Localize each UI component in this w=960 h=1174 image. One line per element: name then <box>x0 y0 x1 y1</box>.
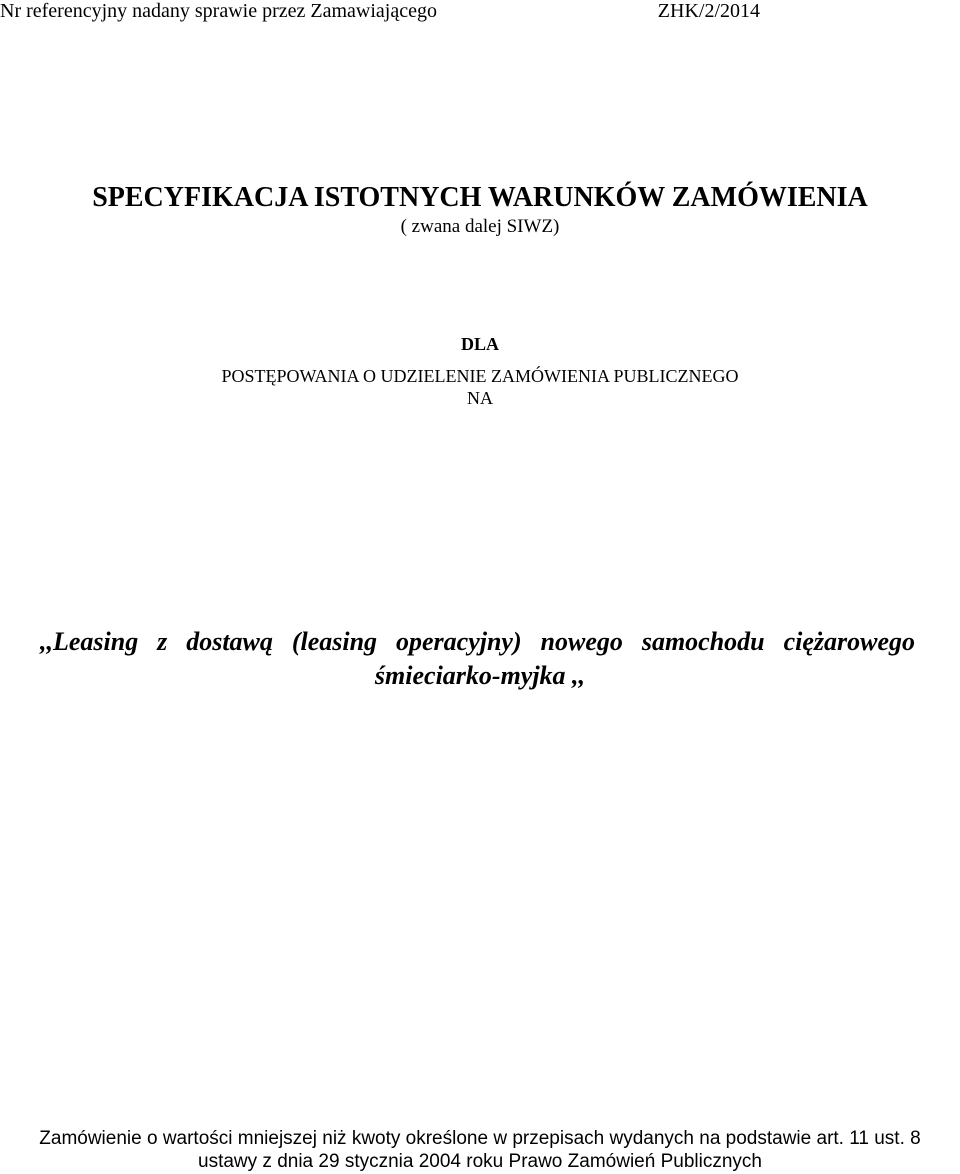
procedure-title-line2: NA <box>467 388 493 408</box>
footer-note-line2: ustawy z dnia 29 stycznia 2004 roku Prawo Zamówień Publicznych <box>198 1151 762 1172</box>
document-subtitle: ( zwana dalej SIWZ) <box>400 216 560 237</box>
procedure-for-label: DLA <box>460 334 499 354</box>
footer-note-line1: Zamówienie o wartości mniejszej niż kwoty określone w przepisach wydanych na podstawie art. 11 ust. 8 <box>39 1128 921 1149</box>
procedure-title-line1: POSTĘPOWANIA O UDZIELENIE ZAMÓWIENIA PUBLICZNEGO <box>221 366 739 386</box>
subject-line2: śmieciarko-myjka ,, <box>374 661 586 690</box>
subject-line1: ,,Leasing z dostawą (leasing operacyjny) nowego samochodu ciężarowego <box>40 627 915 656</box>
document-title: SPECYFIKACJA ISTOTNYCH WARUNKÓW ZAMÓWIENIA <box>92 182 868 213</box>
reference-number: ZHK/2/2014 <box>657 0 760 22</box>
reference-label: Nr referencyjny nadany sprawie przez Zamawiającego <box>0 0 437 22</box>
